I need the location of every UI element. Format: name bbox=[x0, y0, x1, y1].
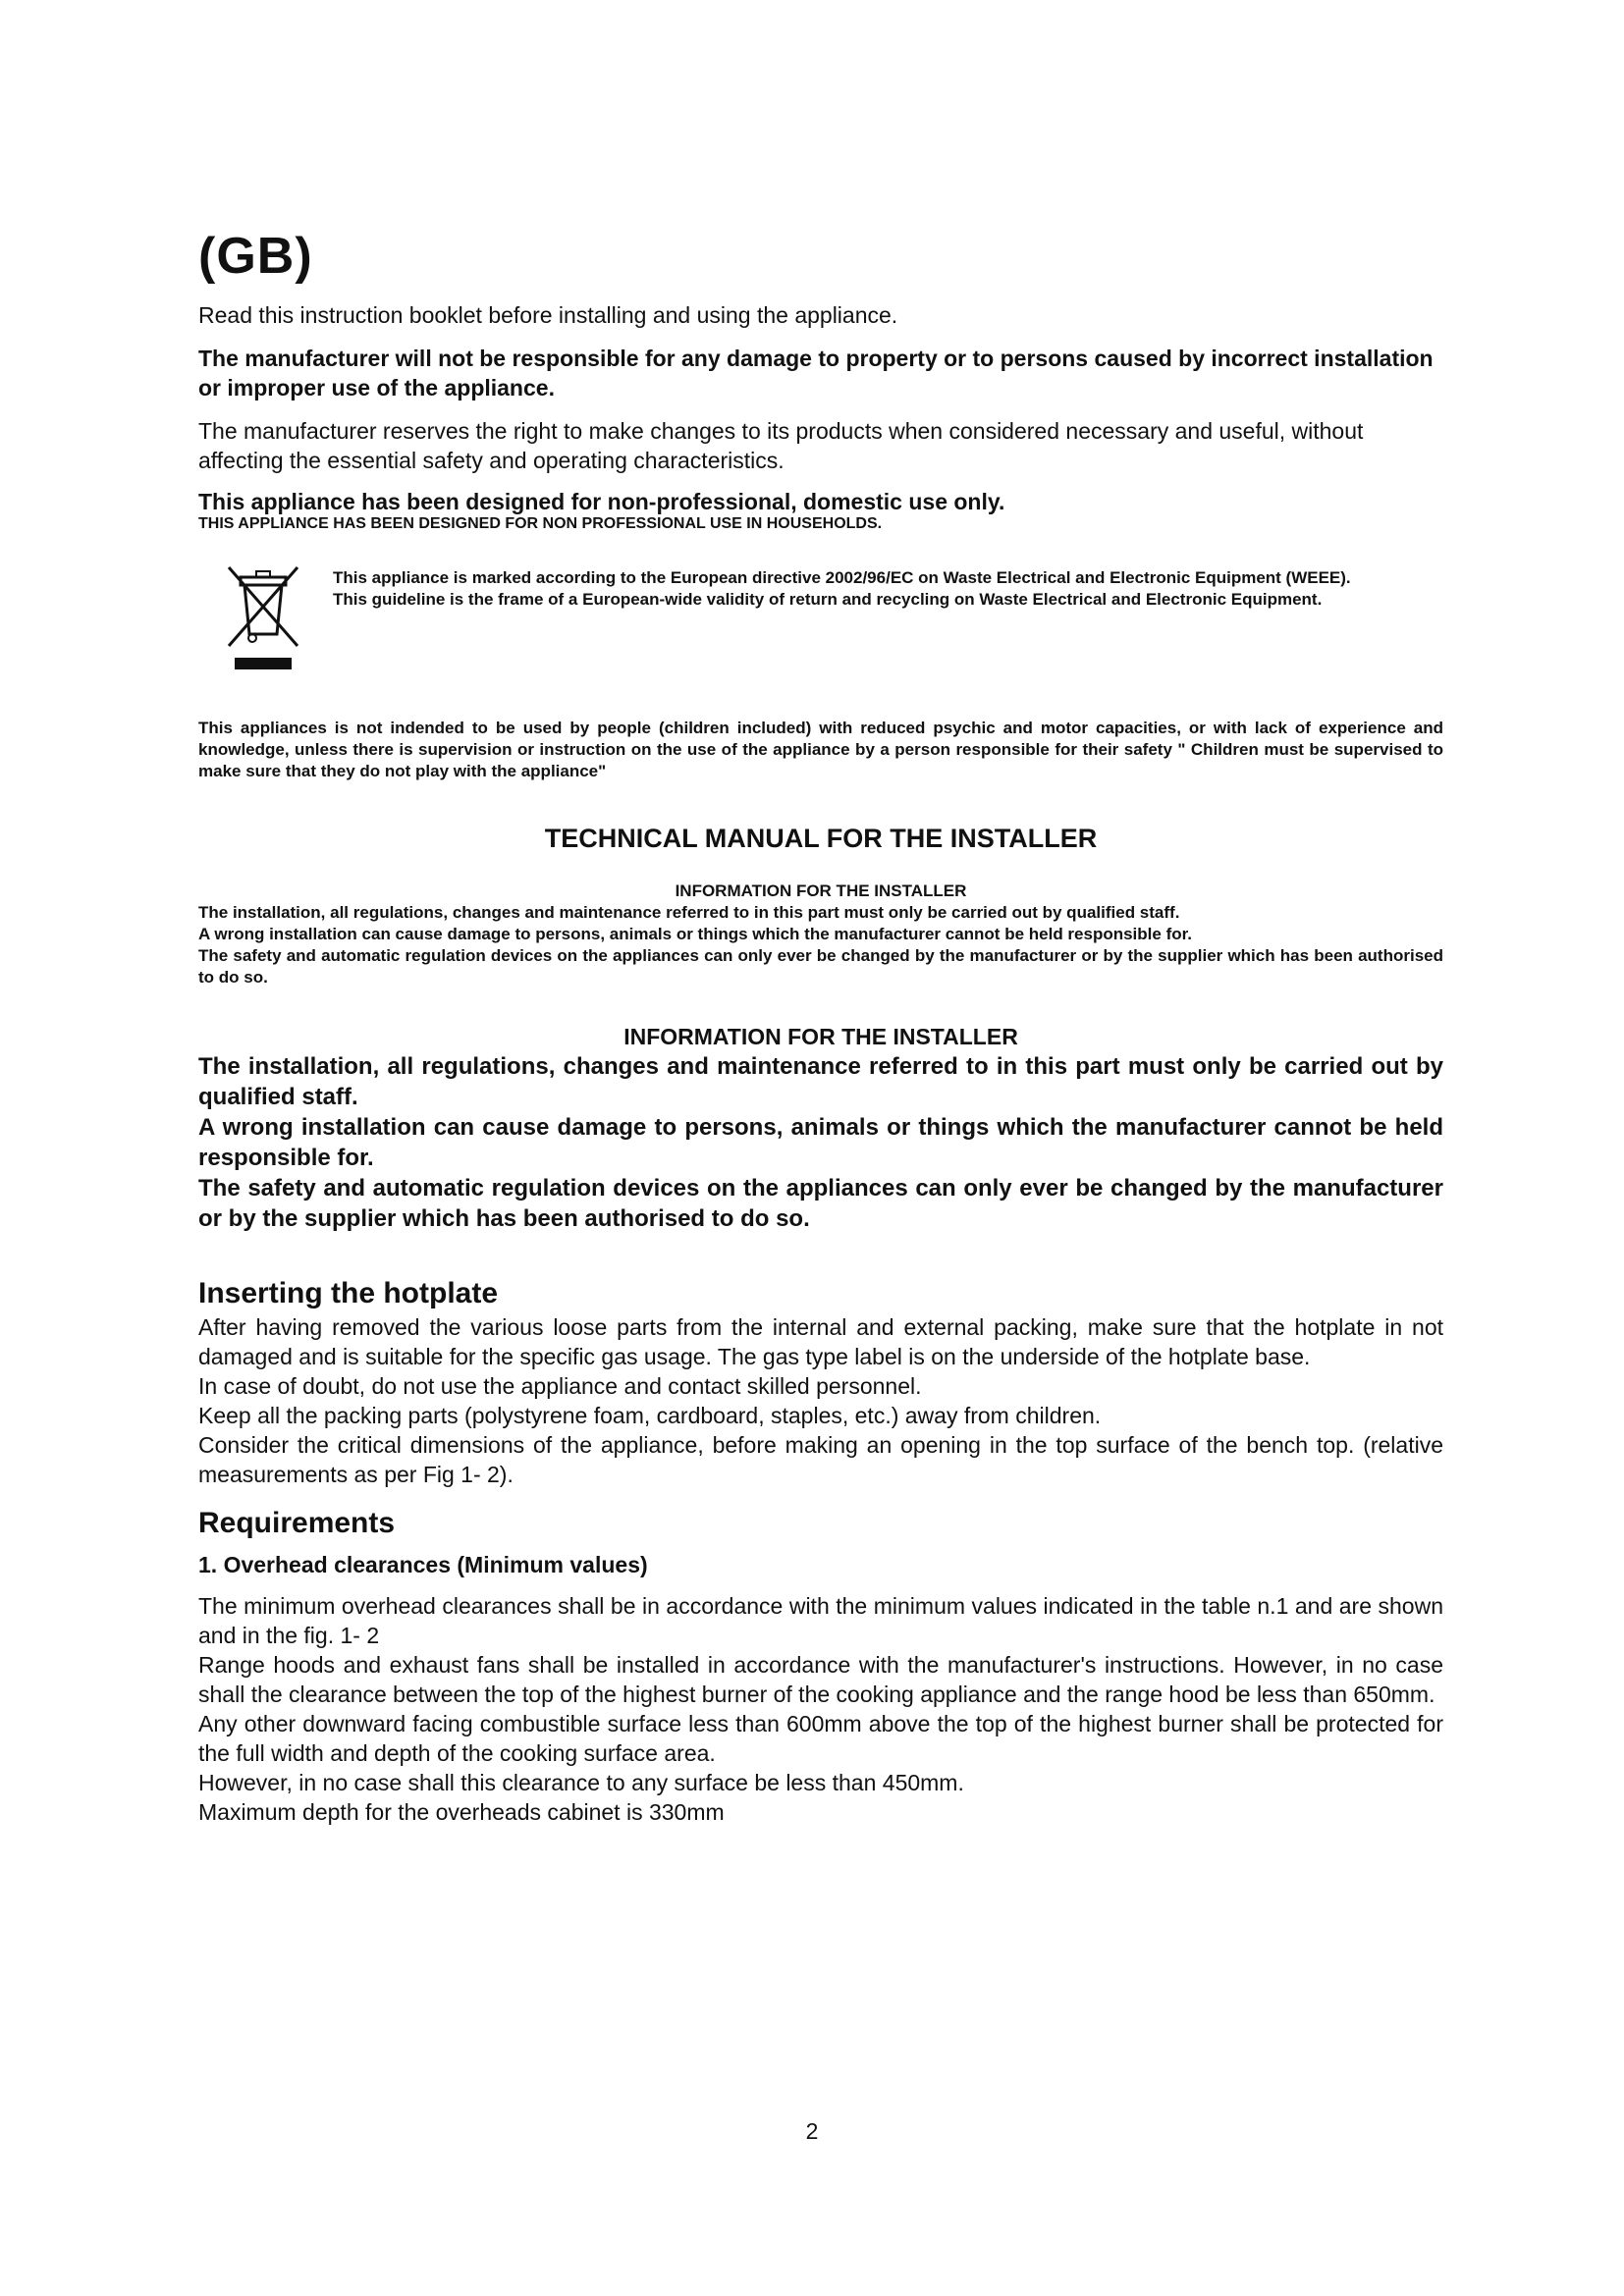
domestic-use-notice: This appliance has been designed for non-professional, domestic use only. bbox=[198, 489, 1005, 514]
small-info-p3: The safety and automatic regulation devices on the appliances can only ever be changed by the manufacturer or by the supplier which has been authorised to do so. bbox=[198, 946, 1443, 987]
document-page bbox=[198, 226, 1443, 1827]
large-info-p3: The safety and automatic regulation devices on the appliances can only ever be changed by the manufacturer or by the supplier which has been authorised to do so. bbox=[198, 1175, 1443, 1232]
technical-manual-title: TECHNICAL MANUAL FOR THE INSTALLER bbox=[544, 824, 1098, 853]
requirements-subtitle: 1. Overhead clearances (Minimum values) bbox=[198, 1552, 648, 1577]
weee-line-2: This guideline is the frame of a European-wide validity of return and recycling on Waste Electrical and Electronic Equipment. bbox=[333, 590, 1323, 609]
small-info-p2: A wrong installation can cause damage to persons, animals or things which the manufacturer cannot be held responsible for. bbox=[198, 925, 1193, 943]
weee-line-1: This appliance is marked according to the European directive 2002/96/EC on Waste Electrical and Electronic Equipment (WEEE). bbox=[333, 568, 1351, 587]
large-info-p1: The installation, all regulations, changes and maintenance referred to in this part must only be carried out by qualified staff. bbox=[198, 1053, 1443, 1110]
safety-notice: This appliances is not indended to be used by people (children included) with reduced psychic and motor capacities, or with lack of experience and knowledge, unless there is supervision or instruction on the use of the appliance by a person responsible for their safety " Children must be supervised to make sure that they do not play with the appliance" bbox=[198, 719, 1443, 780]
requirements-p5: Maximum depth for the overheads cabinet is 330mm bbox=[198, 1799, 725, 1825]
requirements-title: Requirements bbox=[198, 1507, 396, 1539]
crossed-out-wheelie-bin-icon bbox=[223, 563, 311, 678]
weee-block bbox=[198, 563, 1443, 678]
large-info-heading: INFORMATION FOR THE INSTALLER bbox=[623, 1024, 1018, 1049]
weee-text bbox=[333, 563, 1443, 611]
domestic-use-caps: THIS APPLIANCE HAS BEEN DESIGNED FOR NON PROFESSIONAL USE IN HOUSEHOLDS. bbox=[198, 515, 883, 532]
inserting-p3: Keep all the packing parts (polystyrene foam, cardboard, staples, etc.) away from children. bbox=[198, 1403, 1102, 1428]
changes-notice: The manufacturer reserves the right to make changes to its products when considered necessary and useful, without affecting the essential safety and operating characteristics. bbox=[198, 418, 1364, 473]
page-number: 2 bbox=[805, 2118, 819, 2144]
large-info-p2: A wrong installation can cause damage to persons, animals or things which the manufacturer cannot be held responsible for. bbox=[198, 1114, 1443, 1171]
requirements-p3: Any other downward facing combustible surface less than 600mm above the top of the highest burner shall be protected for the full width and depth of the cooking surface area. bbox=[198, 1711, 1443, 1766]
requirements-p4: However, in no case shall this clearance to any surface be less than 450mm. bbox=[198, 1770, 964, 1795]
language-heading: (GB) bbox=[198, 228, 313, 285]
inserting-p2: In case of doubt, do not use the appliance and contact skilled personnel. bbox=[198, 1373, 922, 1399]
liability-notice: The manufacturer will not be responsible for any damage to property or to persons caused by incorrect installation or improper use of the appliance. bbox=[198, 346, 1434, 400]
inserting-title: Inserting the hotplate bbox=[198, 1277, 499, 1309]
inserting-p4: Consider the critical dimensions of the appliance, before making an opening in the top surface of the bench top. (relative measurements as per Fig 1- 2). bbox=[198, 1432, 1443, 1487]
inserting-p1: After having removed the various loose parts from the internal and external packing, make sure that the hotplate in not damaged and is suitable for the specific gas usage. The gas type label is on the underside of the hotplate base. bbox=[198, 1314, 1443, 1369]
requirements-p2: Range hoods and exhaust fans shall be installed in accordance with the manufacturer's instructions. However, in no case shall the clearance between the top of the highest burner of the cooking appliance and the range hood be less than 650mm. bbox=[198, 1652, 1443, 1707]
small-info-p1: The installation, all regulations, changes and maintenance referred to in this part must only be carried out by qualified staff. bbox=[198, 903, 1180, 922]
small-info-heading: INFORMATION FOR THE INSTALLER bbox=[675, 881, 967, 900]
read-notice: Read this instruction booklet before installing and using the appliance. bbox=[198, 302, 898, 328]
requirements-p1: The minimum overhead clearances shall be in accordance with the minimum values indicated in the table n.1 and are shown and in the fig. 1- 2 bbox=[198, 1593, 1443, 1648]
